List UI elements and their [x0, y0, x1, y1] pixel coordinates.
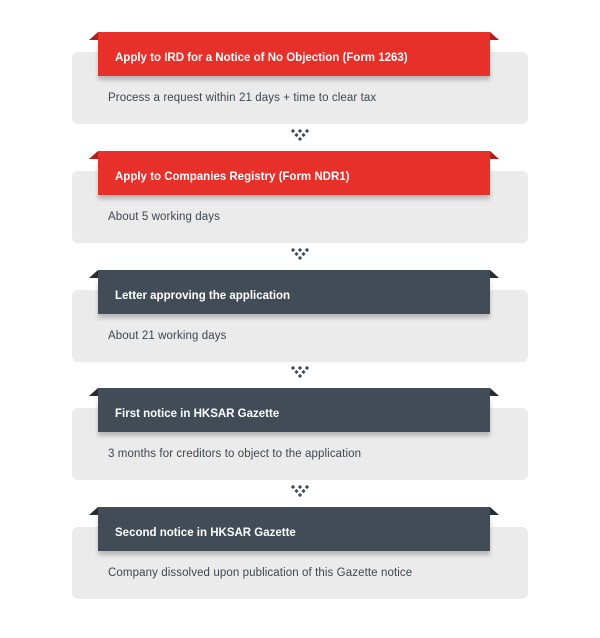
diamond-arrow-down-icon	[290, 247, 310, 261]
ribbon-fold-right	[490, 32, 499, 40]
step-description: Company dissolved upon publication of this Gazette notice	[108, 567, 413, 579]
step-title: Apply to IRD for a Notice of No Objection (Form 1263)	[115, 52, 408, 64]
step-3	[72, 278, 528, 350]
step-description: About 21 working days	[108, 330, 227, 342]
ribbon-fold-right	[490, 270, 499, 278]
step-1	[72, 40, 528, 112]
ribbon-fold-left	[89, 388, 98, 396]
ribbon-fold-left	[89, 270, 98, 278]
ribbon-fold-left	[89, 507, 98, 515]
step-ribbon	[98, 278, 490, 314]
step-ribbon	[98, 159, 490, 195]
diamond-arrow-down-icon	[290, 128, 310, 142]
step-description: About 5 working days	[108, 211, 220, 223]
step-ribbon	[98, 396, 490, 432]
ribbon-fold-left	[89, 151, 98, 159]
ribbon-fold-right	[490, 388, 499, 396]
step-2	[72, 159, 528, 231]
step-title: Apply to Companies Registry (Form NDR1)	[115, 171, 350, 183]
step-title: Second notice in HKSAR Gazette	[115, 527, 296, 539]
ribbon-fold-right	[490, 151, 499, 159]
step-title: First notice in HKSAR Gazette	[115, 408, 280, 420]
diamond-arrow-down-icon	[290, 484, 310, 498]
ribbon-fold-left	[89, 32, 98, 40]
step-ribbon	[98, 40, 490, 76]
step-ribbon	[98, 515, 490, 551]
step-description: 3 months for creditors to object to the application	[108, 448, 362, 460]
step-description: Process a request within 21 days + time to clear tax	[108, 92, 377, 104]
diamond-arrow-down-icon	[290, 365, 310, 379]
step-title: Letter approving the application	[115, 290, 291, 302]
ribbon-fold-right	[490, 507, 499, 515]
step-5	[72, 515, 528, 587]
step-4	[72, 396, 528, 468]
